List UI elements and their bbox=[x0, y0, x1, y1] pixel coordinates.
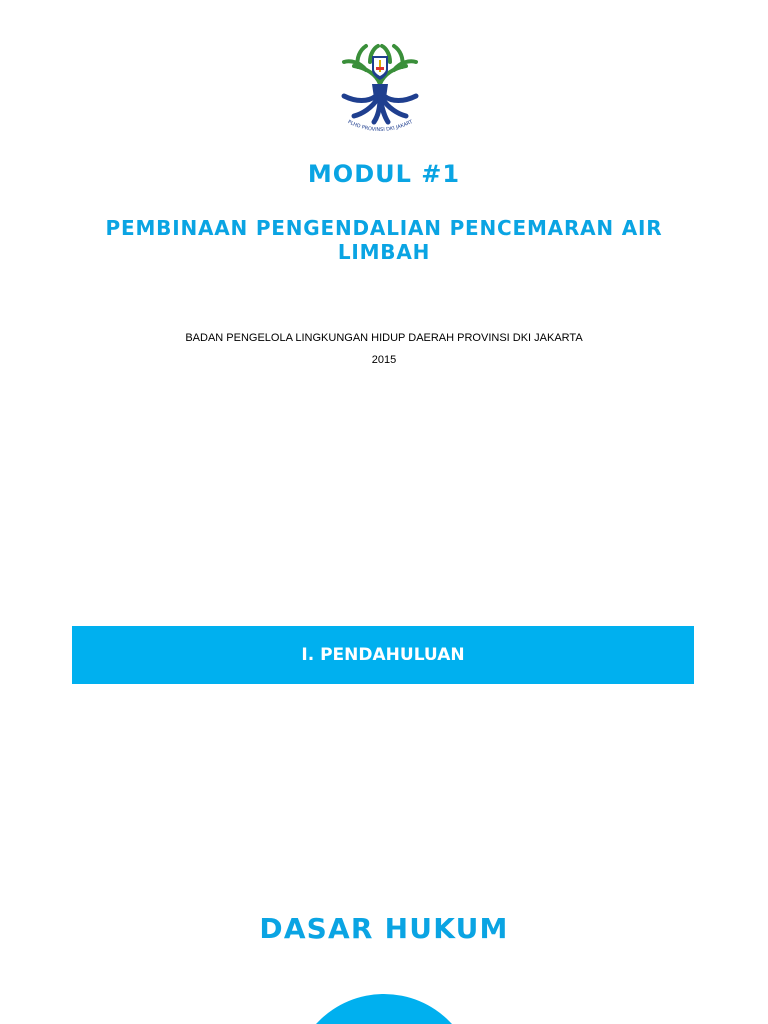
decorative-circle bbox=[292, 994, 476, 1024]
section-heading-bar bbox=[72, 626, 694, 684]
section-heading: I. PENDAHULUAN bbox=[301, 645, 465, 665]
bplhd-logo-icon bbox=[336, 40, 424, 136]
publication-year: 2015 bbox=[371, 354, 397, 366]
logo-text: PLHD PROVINSI DKI JAKART bbox=[346, 119, 414, 134]
module-number: MODUL #1 bbox=[307, 160, 461, 188]
module-title: PEMBINAAN PENGENDALIAN PENCEMARAN AIR LIMBAH bbox=[105, 216, 663, 264]
subsection-heading: DASAR HUKUM bbox=[259, 912, 509, 945]
agency-name: BADAN PENGELOLA LINGKUNGAN HIDUP DAERAH PROVINSI DKI JAKARTA bbox=[185, 332, 583, 344]
